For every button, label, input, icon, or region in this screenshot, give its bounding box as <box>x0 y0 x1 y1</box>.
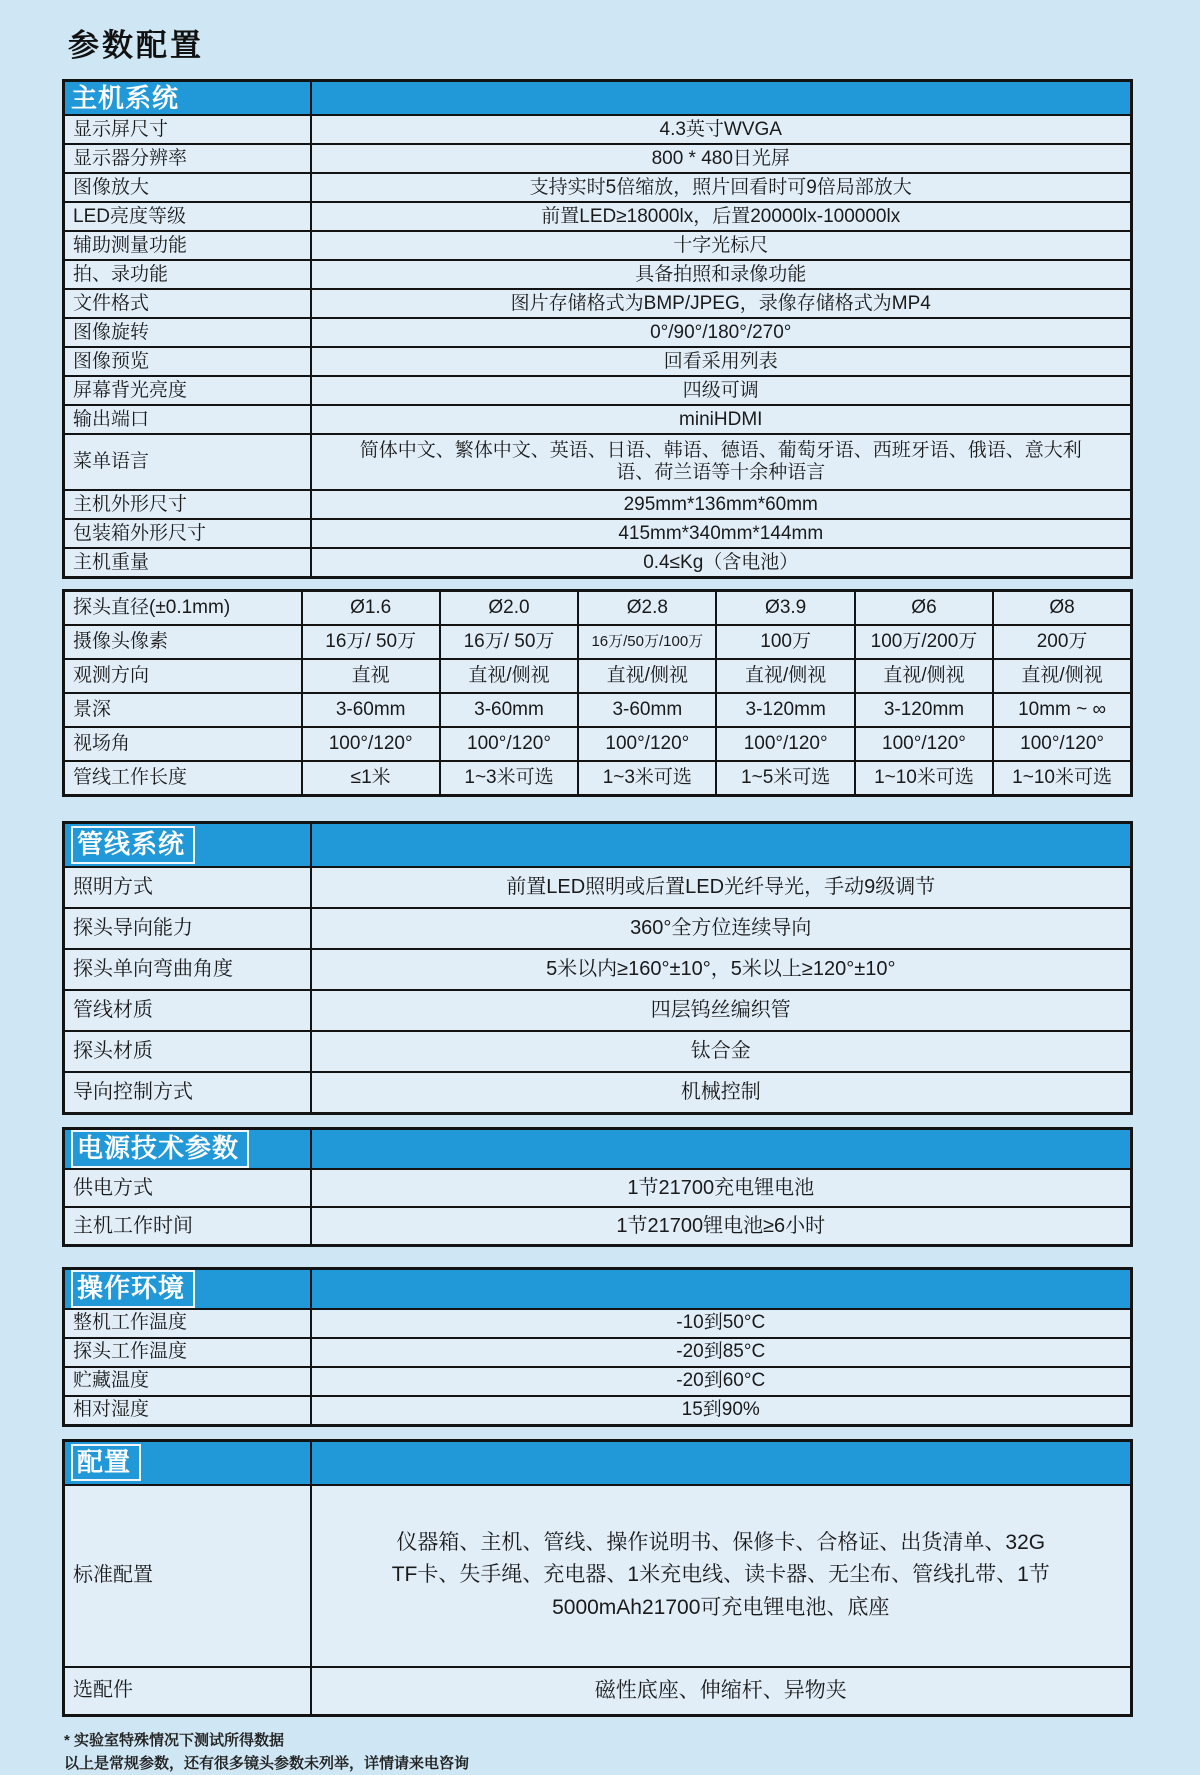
row-label: 管线工作长度 <box>64 761 302 796</box>
power-params-table <box>62 1127 1133 1247</box>
table-row <box>64 867 1132 908</box>
row-label: 图像旋转 <box>64 318 311 347</box>
row-value: 0.4≤Kg（含电池） <box>311 548 1132 578</box>
row-label: 贮藏温度 <box>64 1367 311 1396</box>
table-row <box>64 519 1132 548</box>
probe-cell: 直视/侧视 <box>993 659 1131 693</box>
page-title: 参数配置 <box>68 28 204 63</box>
probe-cell: 100万 <box>716 625 854 659</box>
probe-cell: 3-60mm <box>440 693 578 727</box>
configuration-table <box>62 1439 1133 1717</box>
row-label: 文件格式 <box>64 289 311 318</box>
probe-cell: 1~10米可选 <box>993 761 1131 796</box>
table-row <box>64 376 1132 405</box>
probe-cell: 100万/200万 <box>855 625 993 659</box>
row-value: 图片存储格式为BMP/JPEG，录像存储格式为MP4 <box>311 289 1132 318</box>
probe-cell: 直视/侧视 <box>578 659 716 693</box>
table-row <box>64 434 1132 490</box>
table-row <box>64 1396 1132 1426</box>
row-label: 屏幕背光亮度 <box>64 376 311 405</box>
probe-cell: 直视/侧视 <box>440 659 578 693</box>
table-row <box>64 693 1132 727</box>
row-value: 四层钨丝编织管 <box>311 990 1132 1031</box>
row-value: 简体中文、繁体中文、英语、日语、韩语、德语、葡萄牙语、西班牙语、俄语、意大利语、荷兰语等十余种语言 <box>311 434 1132 490</box>
table-row <box>64 548 1132 578</box>
row-label: 包装箱外形尺寸 <box>64 519 311 548</box>
environment-table <box>62 1267 1133 1427</box>
probe-cell: Ø3.9 <box>716 591 854 626</box>
table-row <box>64 318 1132 347</box>
probe-cell: 16万/50万/100万 <box>578 625 716 659</box>
table-row <box>64 727 1132 761</box>
row-value: 5米以内≥160°±10°，5米以上≥120°±10° <box>311 949 1132 990</box>
row-label: 相对湿度 <box>64 1396 311 1426</box>
row-value: 钛合金 <box>311 1031 1132 1072</box>
row-label: 照明方式 <box>64 867 311 908</box>
table-row <box>64 990 1132 1031</box>
row-value: -20到85°C <box>311 1338 1132 1367</box>
row-value: -10到50°C <box>311 1309 1132 1338</box>
section-header-row <box>64 823 1132 868</box>
row-value: 具备拍照和录像功能 <box>311 260 1132 289</box>
table-row <box>64 490 1132 519</box>
table-row <box>64 405 1132 434</box>
section-header-row <box>64 1440 1132 1485</box>
table-row <box>64 289 1132 318</box>
probe-cell: 3-120mm <box>716 693 854 727</box>
section-title: 操作环境 <box>71 1270 195 1308</box>
probe-cell: 100°/120° <box>302 727 440 761</box>
row-label: 选配件 <box>64 1667 311 1716</box>
table-row <box>64 949 1132 990</box>
table-row <box>64 1031 1132 1072</box>
table-row <box>64 591 1132 626</box>
section-header-cell <box>64 1269 311 1309</box>
table-row <box>64 202 1132 231</box>
row-label: 导向控制方式 <box>64 1072 311 1114</box>
section-header-spacer <box>311 1269 1132 1309</box>
table-row <box>64 1207 1132 1246</box>
probe-spec-table <box>62 589 1133 797</box>
section-header-cell <box>64 1440 311 1485</box>
section-header-cell <box>64 81 311 116</box>
section-header-row <box>64 81 1132 116</box>
probe-cell: Ø2.0 <box>440 591 578 626</box>
probe-cell: 1~3米可选 <box>440 761 578 796</box>
probe-cell: Ø6 <box>855 591 993 626</box>
pipeline-system-table <box>62 821 1133 1115</box>
section-header-row <box>64 1269 1132 1309</box>
table-row <box>64 1667 1132 1716</box>
probe-cell: 10mm ~ ∞ <box>993 693 1131 727</box>
probe-cell: Ø2.8 <box>578 591 716 626</box>
row-label: 探头直径(±0.1mm) <box>64 591 302 626</box>
probe-cell: 100°/120° <box>440 727 578 761</box>
table-row <box>64 1169 1132 1207</box>
row-label: 主机工作时间 <box>64 1207 311 1246</box>
table-row <box>64 625 1132 659</box>
section-header-cell <box>64 1129 311 1170</box>
row-label: 摄像头像素 <box>64 625 302 659</box>
row-value: 0°/90°/180°/270° <box>311 318 1132 347</box>
row-label: 拍、录功能 <box>64 260 311 289</box>
row-label: 整机工作温度 <box>64 1309 311 1338</box>
row-value: 1节21700充电锂电池 <box>311 1169 1132 1207</box>
row-value: -20到60°C <box>311 1367 1132 1396</box>
row-label: 观测方向 <box>64 659 302 693</box>
row-label: 辅助测量功能 <box>64 231 311 260</box>
table-row <box>64 144 1132 173</box>
row-label: 主机重量 <box>64 548 311 578</box>
row-value: 15到90% <box>311 1396 1132 1426</box>
row-label: 主机外形尺寸 <box>64 490 311 519</box>
probe-cell: ≤1米 <box>302 761 440 796</box>
row-label: 视场角 <box>64 727 302 761</box>
probe-cell: 1~5米可选 <box>716 761 854 796</box>
section-title: 配置 <box>71 1444 141 1482</box>
table-row <box>64 1367 1132 1396</box>
probe-cell: 3-60mm <box>302 693 440 727</box>
table-row <box>64 659 1132 693</box>
row-value: 回看采用列表 <box>311 347 1132 376</box>
row-value: 仪器箱、主机、管线、操作说明书、保修卡、合格证、出货清单、32G TF卡、失手绳、充电器、1米充电线、读卡器、无尘布、管线扎带、1节5000mAh21700可充电锂电池、底座 <box>311 1485 1132 1667</box>
row-label: 图像放大 <box>64 173 311 202</box>
row-value: 四级可调 <box>311 376 1132 405</box>
probe-cell: 100°/120° <box>855 727 993 761</box>
row-value: 前置LED照明或后置LED光纤导光，手动9级调节 <box>311 867 1132 908</box>
row-value: 295mm*136mm*60mm <box>311 490 1132 519</box>
table-row <box>64 1309 1132 1338</box>
row-value: 机械控制 <box>311 1072 1132 1114</box>
row-value: 前置LED≥18000lx，后置20000lx-100000lx <box>311 202 1132 231</box>
row-label: 菜单语言 <box>64 434 311 490</box>
probe-cell: 3-120mm <box>855 693 993 727</box>
table-row <box>64 115 1132 144</box>
row-label: 景深 <box>64 693 302 727</box>
probe-cell: Ø8 <box>993 591 1131 626</box>
probe-cell: 16万/ 50万 <box>302 625 440 659</box>
section-header-row <box>64 1129 1132 1170</box>
table-row <box>64 1485 1132 1667</box>
table-row <box>64 761 1132 796</box>
probe-cell: 3-60mm <box>578 693 716 727</box>
probe-cell: Ø1.6 <box>302 591 440 626</box>
section-header-spacer <box>311 1440 1132 1485</box>
row-label: 图像预览 <box>64 347 311 376</box>
footnote: * 实验室特殊情况下测试所得数据 <box>64 1731 285 1749</box>
row-value: 415mm*340mm*144mm <box>311 519 1132 548</box>
row-label: 显示器分辨率 <box>64 144 311 173</box>
row-label: 探头导向能力 <box>64 908 311 949</box>
probe-cell: 100°/120° <box>578 727 716 761</box>
row-label: 显示屏尺寸 <box>64 115 311 144</box>
probe-cell: 直视/侧视 <box>716 659 854 693</box>
row-value: 4.3英寸WVGA <box>311 115 1132 144</box>
footnotes <box>64 1729 1133 1775</box>
probe-cell: 1~3米可选 <box>578 761 716 796</box>
row-label: 标准配置 <box>64 1485 311 1667</box>
row-label: 输出端口 <box>64 405 311 434</box>
table-row <box>64 1072 1132 1114</box>
row-label: 探头工作温度 <box>64 1338 311 1367</box>
table-row <box>64 1338 1132 1367</box>
footnote: 以上是常规参数，还有很多镜头参数未列举，详情请来电咨询 <box>64 1754 470 1772</box>
section-title: 主机系统 <box>71 82 180 113</box>
row-value: 800 * 480日光屏 <box>311 144 1132 173</box>
row-value: 十字光标尺 <box>311 231 1132 260</box>
table-row <box>64 231 1132 260</box>
row-value: 1节21700锂电池≥6小时 <box>311 1207 1132 1246</box>
table-row <box>64 347 1132 376</box>
row-label: 探头单向弯曲角度 <box>64 949 311 990</box>
table-row <box>64 260 1132 289</box>
row-value: 支持实时5倍缩放，照片回看时可9倍局部放大 <box>311 173 1132 202</box>
table-row <box>64 173 1132 202</box>
table-row <box>64 908 1132 949</box>
row-value: 360°全方位连续导向 <box>311 908 1132 949</box>
probe-cell: 1~10米可选 <box>855 761 993 796</box>
row-label: 探头材质 <box>64 1031 311 1072</box>
row-label: 供电方式 <box>64 1169 311 1207</box>
section-title: 电源技术参数 <box>71 1130 249 1168</box>
section-header-spacer <box>311 1129 1132 1170</box>
probe-cell: 200万 <box>993 625 1131 659</box>
section-header-spacer <box>311 81 1132 116</box>
probe-cell: 直视/侧视 <box>855 659 993 693</box>
row-label: LED亮度等级 <box>64 202 311 231</box>
row-value: miniHDMI <box>311 405 1132 434</box>
probe-cell: 16万/ 50万 <box>440 625 578 659</box>
section-title: 管线系统 <box>71 826 195 864</box>
section-header-cell <box>64 823 311 868</box>
main-system-table <box>62 79 1133 579</box>
probe-cell: 100°/120° <box>993 727 1131 761</box>
row-value: 磁性底座、伸缩杆、异物夹 <box>311 1667 1132 1716</box>
section-header-spacer <box>311 823 1132 868</box>
probe-cell: 100°/120° <box>716 727 854 761</box>
probe-cell: 直视 <box>302 659 440 693</box>
row-label: 管线材质 <box>64 990 311 1031</box>
